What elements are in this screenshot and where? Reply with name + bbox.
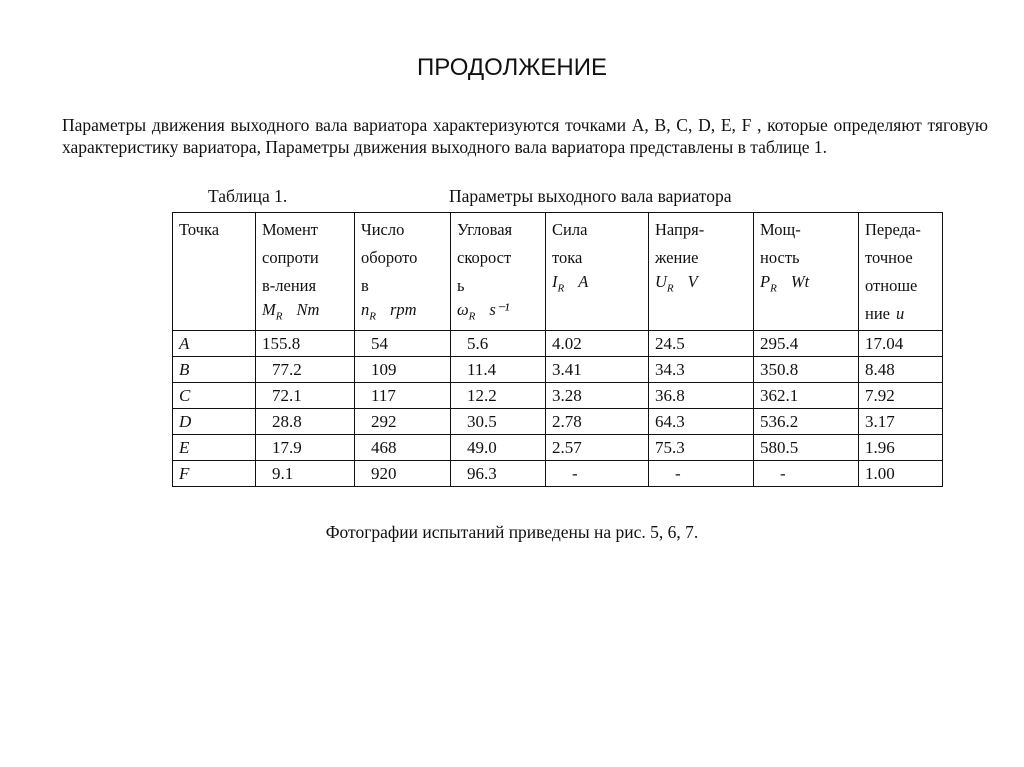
column-header-label: Переда- точное отноше ние — [865, 220, 921, 323]
table-row — [173, 461, 943, 487]
table-cell: - — [546, 461, 649, 487]
table-cell: 54 — [355, 331, 451, 357]
table-cell: 4.02 — [546, 331, 649, 357]
table-header-row — [173, 213, 943, 331]
point-label: A — [173, 331, 256, 357]
table-cell: 2.78 — [546, 409, 649, 435]
table-cell: 362.1 — [754, 383, 859, 409]
column-header-label: Мощ- ность — [760, 220, 801, 267]
table-cell: 580.5 — [754, 435, 859, 461]
column-header-label: Напря- жение — [655, 220, 705, 267]
column-header — [173, 213, 256, 331]
table-cell: 5.6 — [451, 331, 546, 357]
table-cell: 28.8 — [256, 409, 355, 435]
table-cell: 292 — [355, 409, 451, 435]
table-cell: 96.3 — [451, 461, 546, 487]
table-cell: 75.3 — [649, 435, 754, 461]
table-cell: 49.0 — [451, 435, 546, 461]
table-row — [173, 331, 943, 357]
unit: V — [687, 272, 698, 291]
column-header-label: Число оборото в — [361, 220, 418, 295]
table-cell: 34.3 — [649, 357, 754, 383]
point-label: D — [173, 409, 256, 435]
point-label: B — [173, 357, 256, 383]
table-cell: 155.8 — [256, 331, 355, 357]
table-cell: 77.2 — [256, 357, 355, 383]
point-label: F — [173, 461, 256, 487]
table-cell: 9.1 — [256, 461, 355, 487]
symbol-subscript: R — [666, 282, 674, 295]
table-cell: - — [754, 461, 859, 487]
column-header — [649, 213, 754, 331]
unit: rpm — [389, 300, 417, 319]
table-cell: 295.4 — [754, 331, 859, 357]
column-header — [256, 213, 355, 331]
table-cell: 24.5 — [649, 331, 754, 357]
column-header-formula — [262, 300, 348, 326]
table-cell: 920 — [355, 461, 451, 487]
table-cell: 30.5 — [451, 409, 546, 435]
table-cell: 109 — [355, 357, 451, 383]
table-cell: 11.4 — [451, 357, 546, 383]
unit: u — [895, 304, 905, 323]
unit: A — [578, 272, 589, 291]
column-header-formula — [457, 300, 539, 326]
table-cell: 1.96 — [859, 435, 943, 461]
page-title: ПРОДОЛЖЕНИЕ — [416, 54, 608, 81]
symbol: ω — [457, 300, 469, 319]
table-cell: 12.2 — [451, 383, 546, 409]
column-header-formula — [760, 272, 852, 298]
table-cell: 468 — [355, 435, 451, 461]
column-header-label: Точка — [179, 220, 220, 239]
column-header-label: Угловая скорост ь — [457, 220, 513, 295]
symbol-subscript: R — [557, 282, 565, 295]
symbol-subscript: R — [468, 310, 476, 323]
unit: Nm — [296, 300, 320, 319]
table-caption: Параметры выходного вала вариатора — [449, 186, 732, 206]
column-header-formula — [896, 304, 904, 323]
table-cell: 3.28 — [546, 383, 649, 409]
table-cell: 64.3 — [649, 409, 754, 435]
symbol: I — [552, 272, 558, 291]
table-cell: 3.41 — [546, 357, 649, 383]
table-cell: 1.00 — [859, 461, 943, 487]
symbol-subscript: R — [275, 310, 283, 323]
column-header — [355, 213, 451, 331]
point-label: E — [173, 435, 256, 461]
table-cell: - — [649, 461, 754, 487]
unit: Wt — [790, 272, 810, 291]
symbol-subscript: R — [369, 310, 376, 323]
table-row — [173, 357, 943, 383]
point-label: C — [173, 383, 256, 409]
table-cell: 117 — [355, 383, 451, 409]
symbol: n — [361, 300, 370, 319]
output-shaft-parameters-table — [172, 212, 943, 487]
table-cell: 8.48 — [859, 357, 943, 383]
column-header-formula — [655, 272, 747, 298]
table-row — [173, 383, 943, 409]
column-header — [859, 213, 943, 331]
symbol: M — [262, 300, 276, 319]
column-header — [546, 213, 649, 331]
column-header-label: Момент сопроти в-ления — [262, 220, 319, 295]
table-cell: 36.8 — [649, 383, 754, 409]
table-cell: 3.17 — [859, 409, 943, 435]
footer-note: Фотографии испытаний приведены на рис. 5, 6, 7. — [325, 522, 699, 542]
table-number: Таблица 1. — [208, 186, 288, 206]
symbol: U — [655, 272, 667, 291]
symbol-subscript: R — [770, 282, 777, 295]
column-header-formula — [552, 272, 642, 298]
table-row — [173, 409, 943, 435]
table-cell: 17.04 — [859, 331, 943, 357]
column-header — [451, 213, 546, 331]
table-cell: 17.9 — [256, 435, 355, 461]
symbol: P — [760, 272, 771, 291]
table-row — [173, 435, 943, 461]
column-header-formula — [361, 300, 444, 326]
column-header — [754, 213, 859, 331]
table-cell: 7.92 — [859, 383, 943, 409]
table-cell: 72.1 — [256, 383, 355, 409]
unit: s⁻¹ — [489, 300, 510, 319]
table-cell: 350.8 — [754, 357, 859, 383]
column-header-label: Сила тока — [552, 220, 588, 267]
intro-paragraph: Параметры движения выходного вала вариатора характеризуются точками A, B, C, D, E, F , которые определяют тяговую характеристику вариатора, Параметры движения выходного вала вариатора представлены в таблице 1. — [62, 115, 988, 157]
table-cell: 2.57 — [546, 435, 649, 461]
table-cell: 536.2 — [754, 409, 859, 435]
